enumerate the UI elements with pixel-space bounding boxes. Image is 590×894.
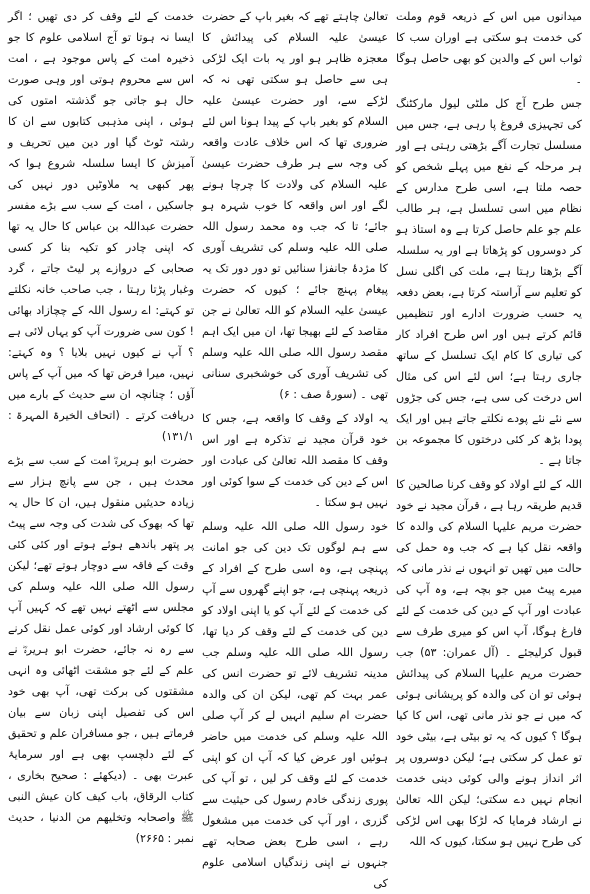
text-column-middle xyxy=(202,6,388,890)
text-column-left xyxy=(8,6,194,845)
paragraph: تعالیٰ چاہتے تھے کہ بغیر باپ کے حضرت عیسیٰ علیہ السلام کی پیدائش کا معجزہ ظاہر ہو اور یہ بات ایک لڑکی ہی سے حاصل ہو سکتی تھی نہ کہ لڑکے سے، اور حضرت عیسیٰ علیہ السلام کو بغیر باپ کے پیدا ہونا اس لئے ضروری تھا کہ اس خلاف عادت واقعہ کی وجہ سے ہر طرف حضرت عیسیٰ علیہ السلام کی ولادت کا چرچا ہونے لگے اور اس واقعہ کا خوب شہرہ ہو جائے؛ تا کہ جب وہ محمد رسول اللہ صلی اللہ علیہ وسلم کی تشریف آوری کا مژدۂ جانفزا سنائیں تو دور دور تک یہ پیغام پہنچ جائے ؛ کیوں کہ حضرت عیسیٰ علیہ السلام کو اللہ تعالیٰ نے جن مقاصد کے لئے بھیجا تھا، ان میں ایک اہم مقصد رسول اللہ صلی اللہ علیہ وسلم کی تشریف آوری کی خوشخبری سنانی تھی ۔ (سورۂ صف : ۶) xyxy=(202,10,388,401)
paragraph: اللہ کے لئے اولاد کو وقف کرنا صالحین کا قدیم طریقہ رہا ہے ، قرآن مجید نے خود حضرت مریم علیہا السلام کی والدہ کا واقعہ نقل کیا ہے کہ جب وہ حمل کی حالت میں تھیں تو انہوں نے نذر مانی کہ میرے پیٹ میں جو بچہ ہے، وہ آپ کی عبادت اور آپ کے دین کی خدمت کے لئے فارغ ہوگا، آپ اس کو میری طرف سے قبول کرلیجئے ۔ (آل عمران: ۵۳) جب حضرت مریم علیہا السلام کی پیدائش ہوئی تو ان کی والدہ کو پریشانی ہوئی کہ میں نے جو نذر مانی تھی، اس کا کیا ہوگا ؟ کیوں کہ یہ تو بیٹی ہے، بیٹی خود تو عمل کر سکتی ہے؛ لیکن دوسروں پر اثر انداز ہونے والی کوئی دینی خدمت انجام نہیں دے سکتی؛ لیکن اللہ تعالیٰ نے ارشاد فرمایا کہ لڑکا بھی اس لڑکی کی طرح نہیں ہو سکتا، کیوں کہ اللہ xyxy=(396,478,582,848)
text-column-right xyxy=(396,6,582,848)
paragraph: یہ اولاد کے وقف کا واقعہ ہے، جس کا خود قرآن مجید نے تذکرہ ہے اور اس وقف کا مقصد اللہ تعالیٰ کی عبادت اور اس کے دین کی خدمت کے سوا کوئی اور نہیں ہو سکتا ۔ xyxy=(202,412,388,509)
paragraph: میدانوں میں اس کے ذریعہ قوم وملت کی خدمت ہو سکتی ہے اوران سب کا ثواب اس کے والدین کو بھی حاصل ہوگا ۔ xyxy=(396,10,582,86)
paragraph: جس طرح آج کل ملٹی لیول مارکٹنگ کی تجہیزی فروغ پا رہی ہے، جس میں مسلسل تجارت آگے بڑھتی رہتی ہے اور ہر مرحلہ کے نفع میں پہلے شخص کو حصہ ملتا ہے، اسی طرح مدارس کے نظام میں اسی تسلسل ہے، ہر طالب علم جو علم حاصل کرتا ہے وہ استاذ ہو کر دوسروں کو پڑھاتا ہے اور یہ سلسلہ آگے بڑھتا رہتا ہے، ملت کی اگلی نسل کو تعلیم سے آراستہ کرتا ہے، بعض دفعہ یہ حسب ضرورت ادارے اور تنظیمیں قائم کرتے ہیں اور اس طرح افراد کار کی تیاری کا کام ایک تسلسل کے ساتھ جاری رہتا ہے؛ اس لئے اس کی مثال اس درخت کی سی ہے، جس کی جڑوں سے نئے نئے پودے نکلتے جاتے ہیں اور ایک پودا بڑھ کر کئی درختوں کا مجموعہ بن جاتا ہے ۔ xyxy=(396,97,582,467)
paragraph: حضرت ابو ہریرہؓ امت کے سب سے بڑے محدث ہیں ، جن سے پانچ ہزار سے زیادہ حدیثیں منقول ہیں، ان کا حال یہ تھا کہ بھوک کی شدت کی وجہ سے پیٹ پر پتھر باندھے ہوئے ہوتے اور کئی کئی وقت کے فاقہ سے دوچار ہوتے تھے؛ لیکن رسول اللہ صلی اللہ علیہ وسلم کی مجلس سے اٹھتے نہیں تھے کہ کہیں آپ کا کوئی ارشاد اور کوئی عمل نقل کرنے سے رہ نہ جائے، حضرت ابو ہریرہؓ نے علم کے لئے جو مشقت اٹھائی وہ انہی مشقتوں کی برکت تھی، آپ بھی خود اس کی تفصیل اپنی زبان سے بیان فرماتے ہیں ، جو مسافران علم و تحقیق کے لئے دلچسپ بھی ہے اور سرمایۂ عبرت بھی ۔ (دیکھئے : صحیح بخاری ، کتاب الرقاق، باب کیف کان عیش النبی ﷺ واصحابہ وتخلیھم من الدنیا ، حدیث نمبر : ۲۶۶۵) xyxy=(8,454,194,845)
paragraph: خدمت کے لئے وقف کر دی تھیں ؛ اگر ایسا نہ ہوتا تو آج اسلامی علوم کا جو ذخیرہ امت کے پاس موجود ہے ، امت اس سے محروم ہوتی اور وہی صورت حال ہو جاتی جو گذشتہ امتوں کی ہوئی ، اپنی مذہبی کتابوں سے ان کا رشتہ ٹوٹ گیا اور دین میں تحریف و آمیزش کا ایسا سلسلہ شروع ہوا کہ پھر کبھی یہ ملاوٹیں دور نہیں کی جاسکیں ، امت کے سب سے بڑے مفسر حضرت عبداللہ بن عباس کا حال یہ تھا کہ اپنی چادر کو تکیہ بنا کر کسی صحابی کے دروازے پر لیٹ جاتے ، گرد وغبار پڑتا رہتا ، جب صاحب خانہ نکلتے تو کہتے: اے رسول اللہ کے چچازاد بھائی ! کون سی ضرورت آپ کو یہاں لائی ہے ؟ آپ نے کیوں نہیں بلایا ؟ وہ کہتے: نہیں، میرا فرض تھا کہ میں آپ کے پاس آؤں ؛ چنانچہ ان سے حدیث کے بارے میں دریافت کرتے ۔ (اتحاف الخیرۃ المہرۃ : ۱۳۱/۱) xyxy=(8,10,194,443)
paragraph: خود رسول اللہ صلی اللہ علیہ وسلم سے ہم لوگوں تک دین کی جو امانت پہنچی ہے، وہ اسی طرح کے افراد کے ذریعہ پہنچی ہے، جو اپنے گھروں سے آپ کی خدمت کے لئے آپ کو یا اپنی اولاد کو دین کی خدمت کے لئے وقف کر دیا تھا، رسول اللہ صلی اللہ علیہ وسلم جب مدینہ تشریف لائے تو حضرت انس کی عمر بہت کم تھی، لیکن ان کی والدہ حضرت ام سلیم انہیں لے کر آپ صلی اللہ علیہ وسلم کی خدمت میں حاضر ہوئیں اور عرض کیا کہ آپ ان کو اپنی خدمت کے لئے وقف کر لیں ، تو آپ کی پوری زندگی خادم رسول کی حیثیت سے گزری ، اور آپ کی خدمت میں مشغول رہے ، اسی طرح بعض صحابہ تھے جنہوں نے اپنی زندگیاں اسلامی علوم کی xyxy=(202,520,388,890)
